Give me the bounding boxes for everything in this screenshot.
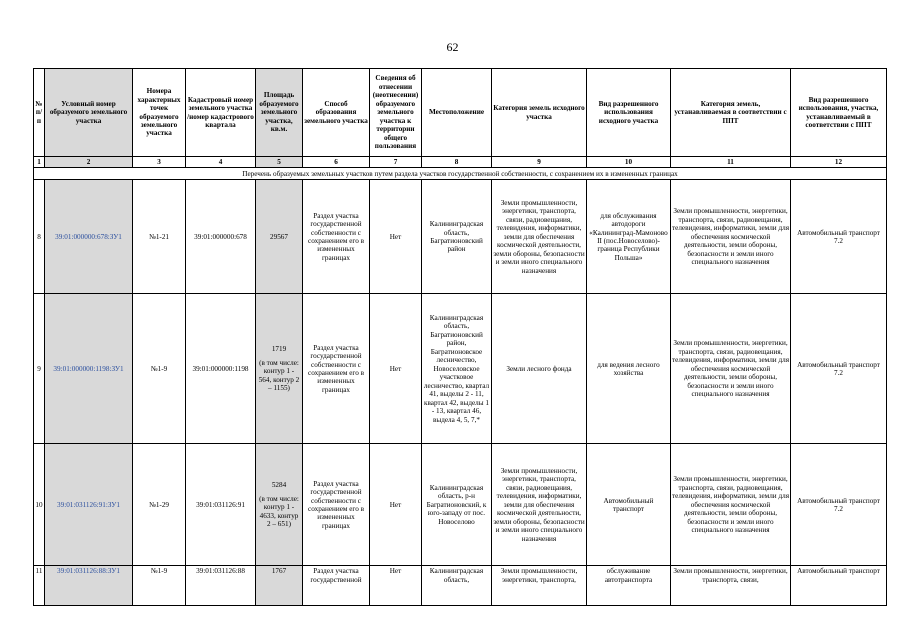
area-value: 5284 <box>271 481 287 490</box>
row-number: 10 <box>34 444 45 566</box>
header-cell: Кадастровый номер земельного участка /номер кадастрового квартала <box>186 69 256 157</box>
location-cell: Калининградская область, р-н Багратионовский, к юго-западу от пос. Новоселово <box>422 444 492 566</box>
table-row <box>34 294 887 444</box>
category-ppt-cell: Земли промышленности, энергетики, транспорта, связи, радиовещания, телевидения, информатики, земли для обеспечения космической деятельности, земли обороны, безопасности и земли иного специального назначения <box>671 294 791 444</box>
column-number: 4 <box>186 157 256 168</box>
column-number-row <box>34 157 887 168</box>
area-value: 29567 <box>270 232 288 241</box>
category-ppt-cell: Земли промышленности, энергетики, транспорта, связи, радиовещания, телевидения, информатики, земли для обеспечения космической деятельности, земли обороны, безопасности и земли иного специального назначения <box>671 444 791 566</box>
column-number: 1 <box>34 157 45 168</box>
method-cell: Раздел участка государственной собственности с сохранением его в измененных границах <box>303 294 370 444</box>
area-cell <box>256 444 303 566</box>
use-ppt-cell: Автомобильный транспорт 7.2 <box>791 180 887 294</box>
header-cell: Категория земель исходного участка <box>492 69 587 157</box>
use-source-cell: обслуживание автотранспорта <box>587 566 671 606</box>
column-number: 3 <box>133 157 186 168</box>
cadastral-cell: 39:01:000000:678 <box>186 180 256 294</box>
header-cell: Сведения об отнесении (неотнесении) образуемого земельного участка к территории общего пользования <box>370 69 422 157</box>
column-number: 10 <box>587 157 671 168</box>
public-cell: Нет <box>370 566 422 606</box>
points-cell: №1-29 <box>133 444 186 566</box>
points-cell: №1-21 <box>133 180 186 294</box>
page-number: 62 <box>446 40 459 54</box>
header-cell: Способ образования земельного участка <box>303 69 370 157</box>
area-note: (в том числе: контур 1 - 564, контур 2 – 1155) <box>258 358 300 393</box>
area-cell <box>256 180 303 294</box>
points-cell: №1-9 <box>133 566 186 606</box>
header-cell: Вид разрешенного использования, участка, устанавливаемый в соответствии с ППТ <box>791 69 887 157</box>
location-cell: Калининградская область, Багратионовский район <box>422 180 492 294</box>
use-source-cell: Автомобильный транспорт <box>587 444 671 566</box>
row-number: 8 <box>34 180 45 294</box>
header-row <box>34 69 887 157</box>
column-number: 6 <box>303 157 370 168</box>
category-ppt-cell: Земли промышленности, энергетики, транспорта, связи, радиовещания, телевидения, информатики, земли для обеспечения космической деятельности, земли обороны, безопасности и земли иного специального назначения <box>671 180 791 294</box>
header-cell: № п/п <box>34 69 45 157</box>
points-cell: №1-9 <box>133 294 186 444</box>
header-cell: Условный номер образуемого земельного участка <box>45 69 133 157</box>
method-cell: Раздел участка государственной <box>303 566 370 606</box>
area-value: 1719 <box>271 345 287 354</box>
public-cell: Нет <box>370 294 422 444</box>
location-cell: Калининградская область, Багратионовский район, Багратионовское лесничество, Новоселовское участковое лесничество, квартал 41, выделы 2 - 11, квартал 42, выделы 1 - 13, квартал 46, выдела 4, 5, 7,* <box>422 294 492 444</box>
area-cell <box>256 294 303 444</box>
method-cell: Раздел участка государственной собственности с сохранением его в измененных границах <box>303 180 370 294</box>
cadastral-cell: 39:01:000000:1198 <box>186 294 256 444</box>
category-source-cell: Земли промышленности, энергетики, транспорта, связи, радиовещания, телевидения, информатики, земли для обеспечения космической деятельности, земли обороны, безопасности и земли иного специального назначения <box>492 180 587 294</box>
header-cell: Категория земель, устанавливаемая в соответствии с ППТ <box>671 69 791 157</box>
use-ppt-cell: Автомобильный транспорт 7.2 <box>791 444 887 566</box>
header-cell: Номера характерных точек образуемого земельного участка <box>133 69 186 157</box>
use-ppt-cell: Автомобильный транспорт <box>791 566 887 606</box>
category-source-cell: Земли промышленности, энергетики, транспорта, связи, радиовещания, телевидения, информатики, земли для обеспечения космической деятельности, земли обороны, безопасности и земли иного специального назначения <box>492 444 587 566</box>
cadastral-cell: 39:01:031126:91 <box>186 444 256 566</box>
column-number: 2 <box>45 157 133 168</box>
location-cell: Калининградская область, <box>422 566 492 606</box>
area-cell <box>256 566 303 606</box>
header-cell: Местоположение <box>422 69 492 157</box>
category-source-cell: Земли лесного фонда <box>492 294 587 444</box>
column-number: 5 <box>256 157 303 168</box>
column-number: 11 <box>671 157 791 168</box>
area-note: (в том числе: контур 1 - 4633, контур 2 – 651) <box>259 494 299 529</box>
category-source-cell: Земли промышленности, энергетики, транспорта, <box>492 566 587 606</box>
table-row <box>34 444 887 566</box>
header-cell: Площадь образуемого земельного участка, кв.м. <box>256 69 303 157</box>
cadastral-cell: 39:01:031126:88 <box>186 566 256 606</box>
row-number: 11 <box>34 566 45 606</box>
public-cell: Нет <box>370 444 422 566</box>
row-number: 9 <box>34 294 45 444</box>
category-ppt-cell: Земли промышленности, энергетики, транспорта, связи, <box>671 566 791 606</box>
use-source-cell: для обслуживания автодороги «Калининград-Мамоново II (пос.Новоселово)-граница Республики Польша» <box>587 180 671 294</box>
column-number: 7 <box>370 157 422 168</box>
land-plots-table <box>33 68 887 606</box>
column-number: 12 <box>791 157 887 168</box>
table-row <box>34 566 887 606</box>
section-row <box>34 168 887 180</box>
conditional-number-link[interactable]: 39:01:031126:88:ЗУ1 <box>45 566 133 606</box>
section-title: Перечень образуемых земельных участков путем раздела участков государственной собственности, с сохранением их в измененных границах <box>34 168 887 180</box>
public-cell: Нет <box>370 180 422 294</box>
use-source-cell: для ведения лесного хозяйства <box>587 294 671 444</box>
conditional-number-link[interactable]: 39:01:000000:678:ЗУ1 <box>45 180 133 294</box>
use-ppt-cell: Автомобильный транспорт 7.2 <box>791 294 887 444</box>
column-number: 9 <box>492 157 587 168</box>
column-number: 8 <box>422 157 492 168</box>
area-value: 1767 <box>271 567 287 576</box>
header-cell: Вид разрешенного использования исходного участка <box>587 69 671 157</box>
conditional-number-link[interactable]: 39:01:031126:91:ЗУ1 <box>45 444 133 566</box>
method-cell: Раздел участка государственной собственности с сохранением его в измененных границах <box>303 444 370 566</box>
conditional-number-link[interactable]: 39:01:000000:1198:ЗУ1 <box>45 294 133 444</box>
table-row <box>34 180 887 294</box>
